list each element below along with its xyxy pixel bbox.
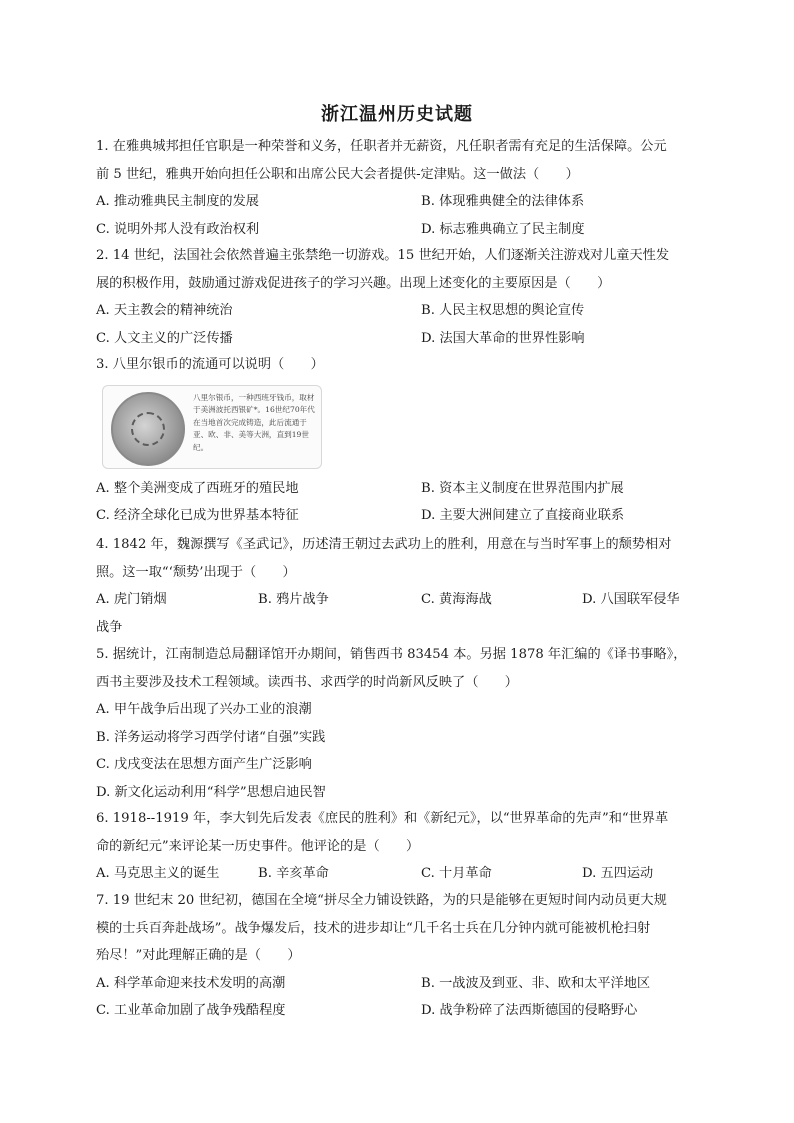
- option-c: C. 戊戌变法在思想方面产生广泛影响: [96, 757, 312, 772]
- option-a: A. 马克思主义的诞生: [96, 866, 220, 881]
- option-b: B. 洋务运动将学习西学付诸“自强”实践: [96, 729, 326, 745]
- question-stem-line: 3. 八里尔银币的流通可以说明（ ）: [96, 357, 324, 372]
- option-b: B. 人民主权思想的舆论宣传: [421, 303, 585, 318]
- question-stem-line: 6. 1918--1919 年，李大钊先后发表《庶民的胜利》和《新纪元》，以“世界革命的先声”和“世界革: [96, 811, 669, 826]
- question-stem-line: 殆尽！”对此理解正确的是（ ）: [96, 948, 301, 963]
- option-d: D. 标志雅典确立了民主制度: [421, 221, 585, 237]
- question-stem-line: 西书主要涉及技术工程领域。读西书、求西学的时尚新风反映了（ ）: [96, 674, 518, 690]
- question-stem-line: 5. 据统计，江南制造总局翻译馆开办期间，销售西书 83454 本。另据 1878 年汇编的《译书事略》，: [96, 647, 687, 662]
- question-stem-line: 4. 1842 年，魏源撰写《圣武记》，历述清王朝过去武功上的胜利，用意在与当时军事上的颓势相对: [96, 537, 672, 552]
- question-stem-line: 展的积极作用，鼓励通过游戏促进孩子的学习兴趣。出现上述变化的主要原因是（ ）: [96, 275, 611, 291]
- question-stem-line: 7. 19 世纪末 20 世纪初，德国在全境“拼尽全力铺设铁路，为的只是能够在更短时间内动员更大规: [96, 893, 667, 908]
- question-4: [96, 531, 702, 641]
- option-c: C. 黄海海战: [421, 592, 492, 607]
- question-stem-line: 1. 在雅典城邦担任官职是一种荣誉和义务，任职者并无薪资，凡任职者需有充足的生活保障。公元: [96, 139, 667, 154]
- option-d: D. 八国联军侵华: [582, 592, 680, 607]
- question-stem-line: 2. 14 世纪，法国社会依然普遍主张禁绝一切游戏。15 世纪开始，人们逐渐关注游戏对儿童天性发: [96, 248, 670, 263]
- option-a: A. 虎门销烟: [96, 592, 167, 607]
- silver-coin-image: [111, 392, 185, 466]
- coin-figure: [102, 385, 322, 469]
- option-b: B. 鸦片战争: [258, 592, 329, 607]
- question-6: [96, 805, 702, 888]
- option-d: D. 五四运动: [582, 866, 654, 881]
- option-a: A. 整个美洲变成了西班牙的殖民地: [96, 480, 299, 496]
- question-stem-line: 照。这一取“‘颓势’出现于（ ）: [96, 564, 296, 580]
- question-stem-line: 模的士兵百奔赴战场”。战争爆发后，技术的进步却让“几千名士兵在几分钟内就可能被机枪扫射: [96, 920, 651, 936]
- page-title: 浙江温州历史试题: [321, 104, 473, 125]
- option-d: D. 新文化运动利用“科学”思想启迪民智: [96, 784, 326, 800]
- option-c: C. 经济全球化已成为世界基本特征: [96, 508, 299, 523]
- option-c: C. 说明外邦人没有政治权利: [96, 221, 260, 237]
- option-d: D. 主要大洲间建立了直接商业联系: [421, 508, 625, 523]
- option-a: A. 甲午战争后出现了兴办工业的浪潮: [96, 702, 312, 717]
- option-b: B. 资本主义制度在世界范围内扩展: [421, 480, 624, 496]
- question-3: [96, 351, 702, 530]
- option-d: D. 战争粉碎了法西斯德国的侵略野心: [421, 1003, 638, 1018]
- question-stem-line: 前 5 世纪，雅典开始向担任公职和出席公民大会者提供-定津贴。这一做法（ ）: [96, 166, 579, 182]
- question-7: [96, 887, 702, 1025]
- option-d-wrap: 战争: [96, 619, 123, 635]
- question-stem-line: 命的新纪元”来评论某一历史事件。他评论的是（ ）: [96, 838, 420, 854]
- option-a: A. 天主教会的精神统治: [96, 303, 233, 318]
- option-a: A. 科学革命迎来技术发明的高潮: [96, 975, 286, 991]
- option-a: A. 推动雅典民主制度的发展: [96, 194, 259, 209]
- option-c: C. 十月革命: [421, 866, 492, 881]
- option-c: C. 人文主义的广泛传播: [96, 330, 233, 346]
- question-1: [96, 133, 702, 243]
- figure-caption: 八里尔银币，一种西班牙钱币，取材于美洲波托西银矿*。16世纪70年代在当地首次完成铸造，此后流通于亚、欧、非、美等大洲，直到19世纪。: [193, 392, 315, 452]
- option-d: D. 法国大革命的世界性影响: [421, 330, 585, 346]
- option-c: C. 工业革命加剧了战争残酷程度: [96, 1003, 286, 1018]
- option-b: B. 体现雅典健全的法律体系: [421, 194, 585, 209]
- option-b: B. 辛亥革命: [258, 866, 329, 881]
- question-2: [96, 242, 702, 352]
- option-b: B. 一战波及到亚、非、欧和太平洋地区: [421, 975, 651, 991]
- question-5: [96, 641, 702, 806]
